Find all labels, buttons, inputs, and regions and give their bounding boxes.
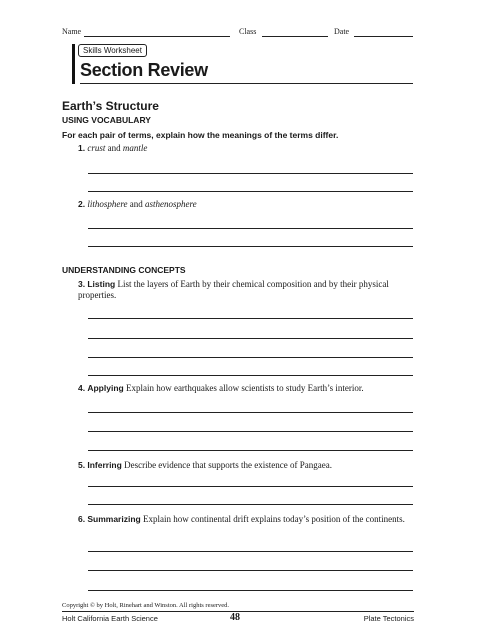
question-skill: Summarizing [87, 514, 141, 524]
question-1 [78, 143, 408, 154]
question-number: 5. [78, 460, 86, 470]
answer-line[interactable] [88, 551, 413, 552]
answer-line[interactable] [88, 228, 413, 229]
answer-line[interactable] [88, 338, 413, 339]
connector: and [107, 143, 121, 153]
date-label: Date [334, 27, 350, 36]
term: mantle [122, 143, 148, 153]
vocab-instruction: For each pair of terms, explain how the meanings of the terms differ. [62, 130, 339, 140]
answer-line[interactable] [88, 191, 413, 192]
name-field[interactable] [84, 36, 230, 37]
vocab-heading: USING VOCABULARY [62, 115, 151, 125]
answer-line[interactable] [88, 431, 413, 432]
concepts-heading: UNDERSTANDING CONCEPTS [62, 265, 186, 275]
class-field[interactable] [262, 36, 328, 37]
title-rule [80, 83, 413, 84]
question-text: List the layers of Earth by their chemical composition and by their physical properties. [78, 279, 389, 300]
answer-line[interactable] [88, 486, 413, 487]
question-text: Describe evidence that supports the existence of Pangaea. [124, 460, 332, 470]
answer-line[interactable] [88, 173, 413, 174]
answer-line[interactable] [88, 412, 413, 413]
term: asthenosphere [145, 199, 197, 209]
question-number: 6. [78, 514, 86, 524]
answer-line[interactable] [88, 590, 413, 591]
question-5 [78, 460, 408, 471]
question-number: 1. [78, 143, 86, 153]
book-title: Holt California Earth Science [62, 614, 158, 623]
answer-line[interactable] [88, 450, 413, 451]
question-6 [78, 514, 408, 525]
page-title: Section Review [80, 60, 208, 80]
question-text: Explain how earthquakes allow scientists to study Earth’s interior. [125, 383, 364, 393]
question-number: 4. [78, 383, 86, 393]
name-label: Name [62, 27, 82, 36]
question-text: Explain how continental drift explains today’s position of the continents. [142, 514, 405, 524]
date-field[interactable] [354, 36, 413, 37]
connector: and [129, 199, 143, 209]
class-label: Class [239, 27, 257, 36]
answer-line[interactable] [88, 504, 413, 505]
page-number: 48 [230, 612, 240, 623]
question-skill: Inferring [87, 460, 122, 470]
question-4 [78, 383, 408, 394]
copyright: Copyright © by Holt, Rinehart and Winston. All rights reserved. [62, 602, 230, 609]
title-bar [72, 44, 75, 84]
answer-line[interactable] [88, 375, 413, 376]
question-3 [78, 279, 408, 301]
worksheet-badge: Skills Worksheet [78, 44, 147, 57]
section-heading: Earth’s Structure [62, 99, 159, 113]
question-skill: Applying [87, 383, 124, 393]
answer-line[interactable] [88, 318, 413, 319]
question-number: 2. [78, 199, 86, 209]
question-2 [78, 199, 408, 210]
term: crust [87, 143, 106, 153]
answer-line[interactable] [88, 246, 413, 247]
term: lithosphere [87, 199, 128, 209]
question-number: 3. [78, 279, 86, 289]
question-skill: Listing [87, 279, 116, 289]
chapter-title: Plate Tectonics [363, 614, 414, 623]
answer-line[interactable] [88, 357, 413, 358]
answer-line[interactable] [88, 570, 413, 571]
